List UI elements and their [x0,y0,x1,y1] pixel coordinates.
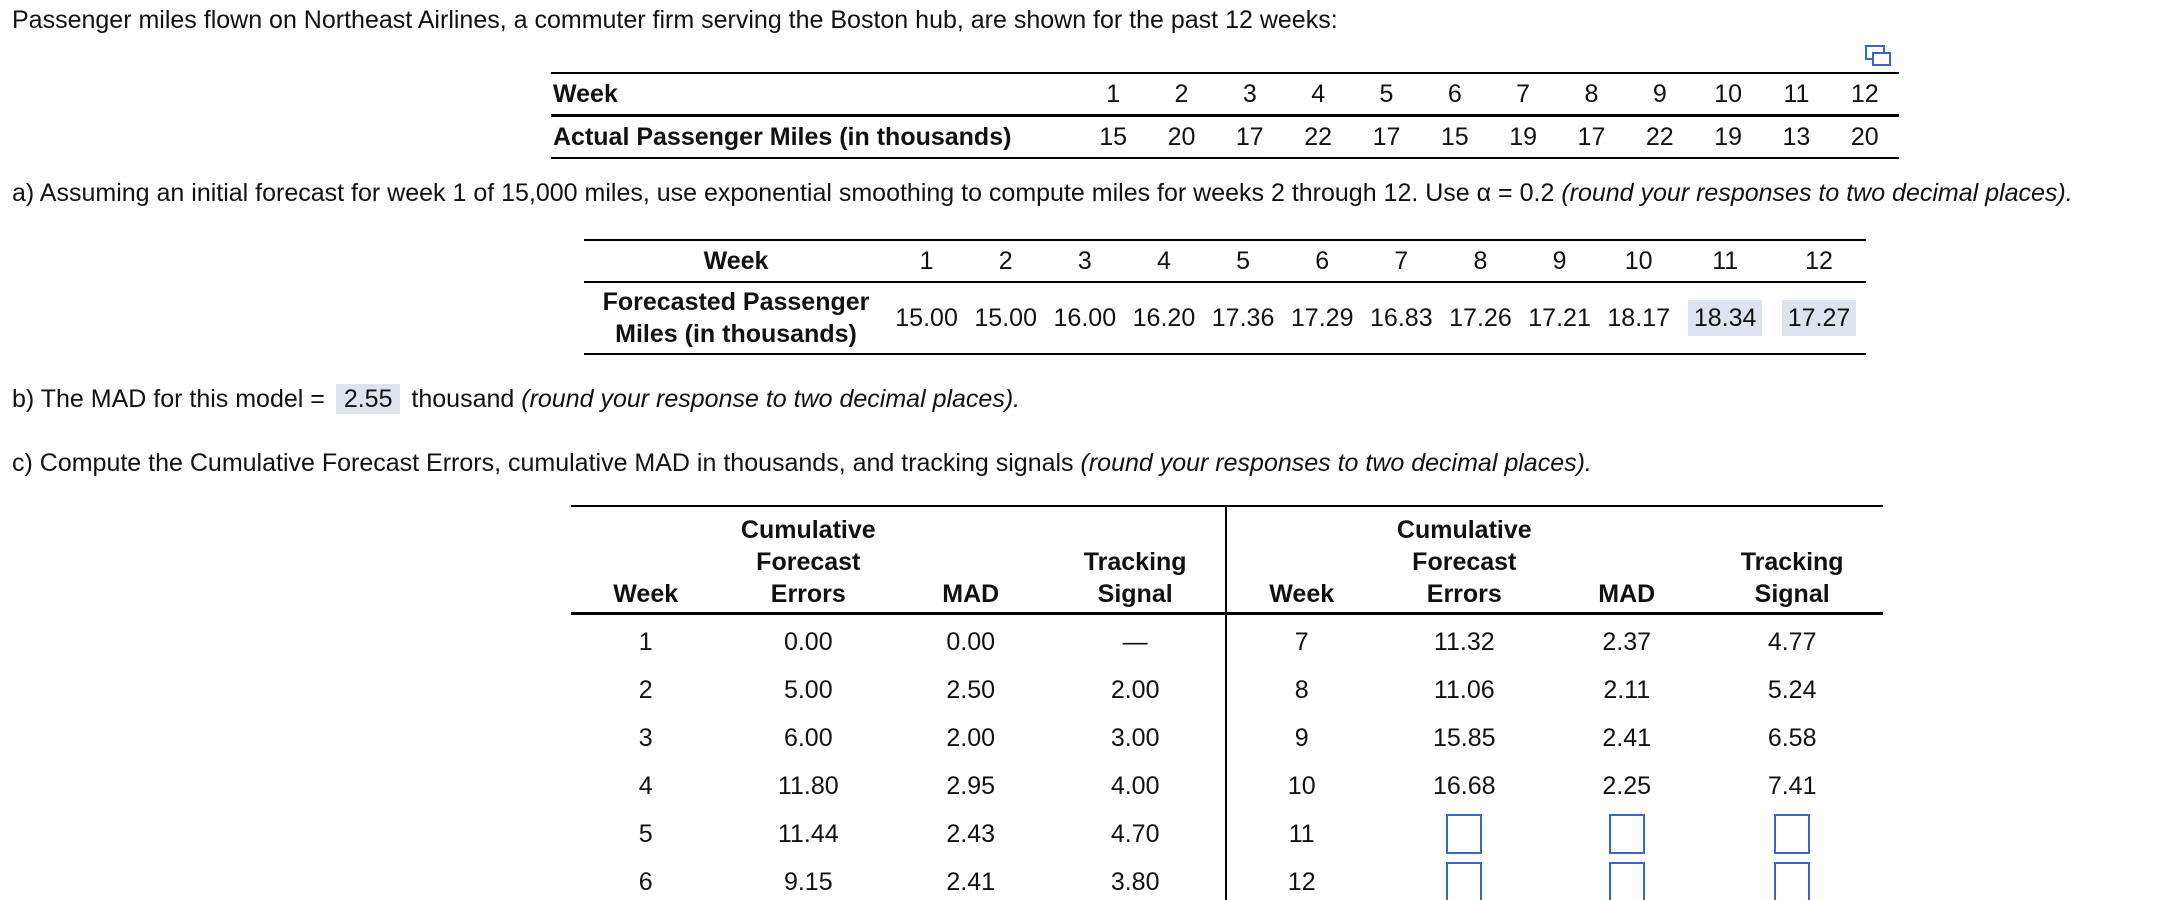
copy-icon[interactable] [1864,44,1892,68]
actual-miles-value: 20 [1831,116,1899,159]
actual-miles-value: 15 [1421,116,1489,159]
cfe-value: 11.32 [1433,627,1495,656]
forecast-value: 17.21 [1528,303,1591,332]
cfe-cell [1376,666,1552,714]
cfe-header: Cumulative Forecast Errors [720,506,896,614]
week-number: 12 [1772,240,1866,282]
forecast-answer[interactable]: 18.34 [1688,300,1763,336]
ts-input[interactable] [1774,814,1810,854]
week-number: 4 [1284,73,1352,116]
forecast-cell [1362,282,1441,354]
week-number: 4 [1124,240,1203,282]
cfe-value: 0.00 [783,627,833,656]
forecast-label [584,282,887,354]
mad-value: 2.41 [1602,723,1652,752]
mad-cell [896,858,1045,900]
part-b-prefix: b) The MAD for this model = [12,385,332,413]
actual-miles-row [551,116,1899,159]
mad-cell [1552,810,1701,858]
part-a-text [12,178,2073,208]
ts-value: — [1122,627,1148,656]
table-row [571,614,1883,667]
week-number: 1 [887,240,966,282]
actual-miles-value: 17 [1352,116,1420,159]
forecast-cell [1520,282,1599,354]
week-number: 10 [1287,771,1316,800]
week-cell [571,666,720,714]
tracking-signal-table [571,505,1883,900]
week-number: 9 [1520,240,1599,282]
week-number: 3 [638,723,653,752]
week-cell [571,858,720,900]
cfe-value: 11.80 [777,771,839,800]
week-cell [1226,714,1376,762]
week-header: Week [1226,506,1376,614]
ts-input[interactable] [1774,862,1810,900]
mad-value: 2.11 [1603,675,1651,704]
week-number: 9 [1626,73,1694,116]
part-c-instruction: c) Compute the Cumulative Forecast Errors, cumulative MAD in thousands, and tracking signals [12,449,1081,477]
mad-value: 0.00 [946,627,996,656]
mad-value: 2.43 [946,819,996,848]
ts-cell [1045,858,1226,900]
week-number: 2 [966,240,1045,282]
cfe-cell [1376,858,1552,900]
week-number: 7 [1294,627,1309,656]
week-number: 3 [1216,73,1284,116]
part-b-suffix: thousand [404,385,522,413]
forecast-value: 16.20 [1132,303,1196,332]
week-number: 2 [638,675,653,704]
cfe-header: Cumulative Forecast Errors [1376,506,1552,614]
forecast-answer[interactable]: 17.27 [1782,300,1857,336]
week-number: 8 [1441,240,1520,282]
mad-input[interactable] [1609,814,1645,854]
week-number: 12 [1287,867,1316,896]
week-cell [571,614,720,667]
ts-cell [1701,762,1883,810]
table-row [571,858,1883,900]
cfe-input[interactable] [1446,814,1482,854]
week-cell [571,714,720,762]
week-number: 7 [1362,240,1441,282]
ts-cell [1701,614,1883,667]
table-row [571,714,1883,762]
actual-miles-label: Actual Passenger Miles (in thousands) [551,116,1079,159]
week-number: 11 [1678,240,1772,282]
week-header: Week [571,506,720,614]
week-number: 9 [1294,723,1309,752]
actual-miles-value: 22 [1284,116,1352,159]
ts-value: 2.00 [1110,675,1160,704]
forecast-value: 15.00 [974,303,1037,332]
week-cell [1226,810,1376,858]
forecast-cell [1678,282,1772,354]
ts-cell [1701,858,1883,900]
ts-cell [1701,714,1883,762]
tracking-signal-header: Tracking Signal [1045,506,1226,614]
cfe-cell [1376,614,1552,667]
week-number: 6 [1283,240,1362,282]
part-a-note: (round your responses to two decimal places). [1561,179,2073,207]
forecast-cell [1599,282,1678,354]
forecast-cell [1124,282,1203,354]
week-number: 10 [1694,73,1762,116]
week-cell [1226,614,1376,667]
cfe-cell [720,810,896,858]
week-number: 11 [1288,819,1315,848]
cfe-cell [720,858,896,900]
cfe-cell [720,614,896,667]
week-number: 8 [1557,73,1625,116]
week-cell [1226,858,1376,900]
cfe-cell [1376,810,1552,858]
ts-value: 5.24 [1767,675,1817,704]
ts-value: 7.41 [1767,771,1817,800]
mad-value: 2.00 [946,723,996,752]
forecast-cell [1441,282,1520,354]
cfe-cell [1376,714,1552,762]
actual-miles-value: 22 [1626,116,1694,159]
week-number: 12 [1831,73,1899,116]
mad-cell [1552,762,1701,810]
mad-cell [896,666,1045,714]
forecast-value: 17.36 [1211,303,1275,332]
cfe-cell [720,762,896,810]
week-number: 5 [1204,240,1283,282]
ts-value: 3.00 [1110,723,1160,752]
mad-cell [1552,614,1701,667]
week-number: 7 [1489,73,1557,116]
table-row [571,762,1883,810]
actual-miles-value: 17 [1557,116,1625,159]
ts-cell [1045,614,1226,667]
forecast-value: 15.00 [895,303,958,332]
week-label: Week [584,240,887,282]
cfe-cell [1376,762,1552,810]
mad-value: 2.37 [1602,627,1652,656]
actual-miles-table [551,72,1899,159]
part-b-note: (round your response to two decimal places). [521,385,1021,413]
forecast-value: 16.83 [1370,303,1433,332]
forecast-row [584,282,1866,354]
mad-header: MAD [896,506,1045,614]
forecast-value: 18.17 [1607,303,1670,332]
week-row [584,240,1866,282]
forecast-value: 17.26 [1449,303,1512,332]
week-cell [571,810,720,858]
ts-cell [1701,666,1883,714]
actual-miles-value: 13 [1762,116,1830,159]
week-cell [1226,762,1376,810]
mad-value: 2.50 [946,675,996,704]
ts-cell [1045,714,1226,762]
cfe-value: 11.06 [1433,675,1495,704]
cfe-value: 6.00 [783,723,833,752]
week-row [551,73,1899,116]
ts-cell [1045,762,1226,810]
forecast-cell [966,282,1045,354]
forecast-value: 16.00 [1053,303,1117,332]
forecast-cell [1045,282,1124,354]
mad-header: MAD [1552,506,1701,614]
cfe-value: 11.44 [777,819,839,848]
week-number: 11 [1762,73,1830,116]
part-c-text [12,448,1592,478]
mad-cell [896,714,1045,762]
week-number: 2 [1147,73,1215,116]
part-c-note: (round your responses to two decimal places). [1080,449,1592,477]
part-b-text [12,384,1020,414]
mad-value: 2.95 [946,771,996,800]
week-number: 5 [638,819,653,848]
mad-cell [896,810,1045,858]
cfe-value: 5.00 [783,675,833,704]
intro-text: Passenger miles flown on Northeast Airlines, a commuter firm serving the Boston hub, are shown for the past 12 weeks: [12,6,1338,34]
cfe-cell [720,714,896,762]
ts-value: 6.58 [1767,723,1817,752]
mad-cell [896,762,1045,810]
mad-value: 2.41 [946,867,996,896]
ts-cell [1045,810,1226,858]
mad-cell [1552,714,1701,762]
week-number: 10 [1599,240,1678,282]
actual-miles-value: 19 [1694,116,1762,159]
forecast-cell [1772,282,1866,354]
actual-miles-value: 19 [1489,116,1557,159]
week-number: 1 [638,627,653,656]
ts-cell [1701,810,1883,858]
week-cell [1226,666,1376,714]
week-number: 6 [638,867,653,896]
mad-cell [1552,858,1701,900]
actual-miles-value: 17 [1216,116,1284,159]
header-row [571,506,1883,614]
mad-answer[interactable]: 2.55 [336,384,401,414]
ts-value: 4.00 [1110,771,1160,800]
week-number: 4 [638,771,653,800]
week-label: Week [551,73,1079,116]
ts-cell [1045,666,1226,714]
mad-value: 2.25 [1602,771,1652,800]
ts-value: 3.80 [1110,867,1160,896]
week-number: 6 [1421,73,1489,116]
cfe-value: 9.15 [783,867,833,896]
cfe-cell [720,666,896,714]
actual-miles-value: 20 [1147,116,1215,159]
cfe-input[interactable] [1446,862,1482,900]
week-number: 3 [1045,240,1124,282]
cfe-value: 16.68 [1433,771,1496,800]
forecast-label-line2: Miles (in thousands) [615,320,857,348]
mad-cell [1552,666,1701,714]
actual-miles-value: 15 [1079,116,1147,159]
forecast-label-line1: Forecasted Passenger [602,288,870,316]
week-number: 1 [1079,73,1147,116]
forecast-table [584,239,1866,355]
week-number: 8 [1294,675,1309,704]
part-a-instruction: a) Assuming an initial forecast for week 1 of 15,000 miles, use exponential smoothing to compute miles for weeks 2 through 12. Use α = 0.2 [12,179,1562,207]
table-row [571,810,1883,858]
week-number: 5 [1352,73,1420,116]
ts-value: 4.77 [1767,627,1817,656]
week-cell [571,762,720,810]
forecast-cell [1283,282,1362,354]
mad-cell [896,614,1045,667]
forecast-cell [1204,282,1283,354]
tracking-signal-header: Tracking Signal [1701,506,1883,614]
table-row [571,666,1883,714]
mad-input[interactable] [1609,862,1645,900]
forecast-cell [887,282,966,354]
cfe-value: 15.85 [1433,723,1496,752]
ts-value: 4.70 [1110,819,1160,848]
forecast-value: 17.29 [1290,303,1354,332]
